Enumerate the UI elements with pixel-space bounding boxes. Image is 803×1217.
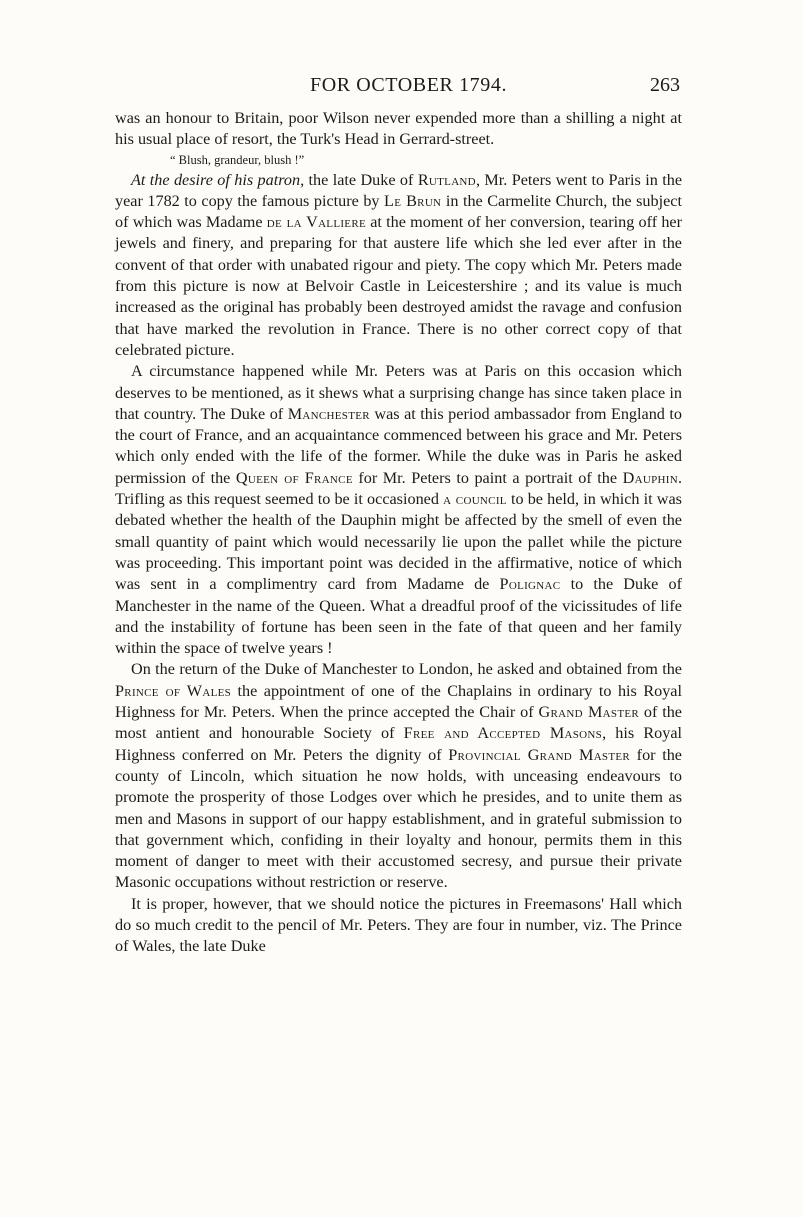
- name-prince-of-wales: Prince of Wales: [115, 681, 232, 700]
- running-title: FOR OCTOBER 1794.: [310, 74, 508, 96]
- title-grand-master: Grand Master: [538, 703, 640, 722]
- p3-text-3: for Mr. Peters to paint a portrait of the: [352, 468, 623, 487]
- name-queen-of-france: Queen of France: [235, 468, 353, 487]
- p3-text-1: A circumstance happened while Mr. Peters was at Paris on this occasion which deserves to be mentioned, as it shews what a surprising change has since taken place in that country. The Duke of: [115, 362, 682, 423]
- term-a-council: a council: [443, 490, 507, 509]
- name-rutland: Rutland: [417, 170, 476, 189]
- p2-text-1: At the desire of his patron,: [131, 170, 305, 189]
- p3-text-4: . Trifling as this request seemed to be it occasioned: [115, 468, 682, 509]
- page-number: 263: [650, 74, 680, 96]
- paragraph-1: was an honour to Britain, poor Wilson never expended more than a shilling a night at his usual place of resort, the Turk's Head in Gerrard-street.: [115, 109, 682, 149]
- p4-text-1: On the return of the Duke of Manchester to London, he asked and obtained from the: [131, 660, 682, 679]
- name-de-la-valliere: de la Valliere: [266, 213, 366, 232]
- p2-text-5: at the moment of her conversion, tearing off her jewels and finery, and preparing for that austere life which she led ever after in the convent of that order with unabated rigour and piety. The copy which Mr. Peters made from this picture is now at Belvoir Castle in Leicestershire ; and its value is much increased as the original has probably been destroyed amidst the ravage and confusion that have marked the revolution in France. There is no other correct copy of that celebrated picture.: [115, 213, 683, 359]
- p4-text-5: for the county of Lincoln, which situation he now holds, with unceasing endeavours to promote the prosperity of those Lodges over which he presides, and to unite them as men and Masons in support of our happy establishment, and in grateful submission to that government which, confiding in their loyalty and honour, permits them in this moment of danger to meet with their accustomed secresy, and pursue their private Masonic occupations without restriction or reserve.: [115, 745, 682, 892]
- p2-text-4: in the Carmelite Church, the subject of which was Madame: [115, 191, 682, 232]
- p4-text-2: the appointment of one of the Chaplains in ordinary to his Royal Highness for Mr. Peters. When the prince accepted the Chair of: [115, 681, 682, 722]
- name-dauphin: Dauphin: [622, 468, 678, 487]
- paragraph-5: It is proper, however, that we should notice the pictures in Freemasons' Hall which do so much credit to the pencil of Mr. Peters. They are four in number, viz. The Prince of Wales, the late Duke: [115, 894, 682, 956]
- quotation: “ Blush, grandeur, blush !”: [170, 152, 305, 167]
- paragraph-3: [115, 361, 682, 659]
- name-le-brun: Le Brun: [384, 191, 442, 210]
- running-header: [115, 74, 680, 104]
- p4-text-3: of the most antient and honourable Society of: [115, 703, 682, 743]
- p2-text-2: the late Duke of: [304, 170, 418, 189]
- p4-text-4: , his Royal Highness conferred on Mr. Peters the dignity of: [115, 724, 682, 764]
- name-manchester: Manchester: [287, 404, 370, 423]
- paragraph-4: [115, 659, 682, 893]
- title-provincial-grand-master: Provincial Grand Master: [448, 745, 631, 764]
- paragraph-2: [115, 170, 682, 362]
- article-body: [115, 108, 682, 958]
- name-polignac: Polignac: [499, 575, 561, 594]
- p3-text-5: to be held, in which it was debated whether the health of the Dauphin might be affected by the smell of even the small quantity of paint which would necessarily lie upon the pallet while the picture was proceeding. This important point was decided in the affirmative, notice of which was sent in a complimentry card from Madame de: [115, 490, 682, 594]
- p3-text-6: to the Duke of Manchester in the name of the Queen. What a dreadful proof of the vicissitudes of life and the instability of fortune has been seen in the fate of that queen and her family within the space of twelve years !: [115, 575, 682, 658]
- p3-text-2: was at this period ambassador from England to the court of France, and an acquaintance commenced between his grace and Mr. Peters which only ended with the life of the former. While the duke was in Paris he asked permission of the: [115, 404, 682, 487]
- name-free-and-accepted-masons: Free and Accepted Masons: [403, 724, 603, 743]
- p2-text-3: , Mr. Peters went to Paris in the year 1782 to copy the famous picture by: [115, 170, 683, 210]
